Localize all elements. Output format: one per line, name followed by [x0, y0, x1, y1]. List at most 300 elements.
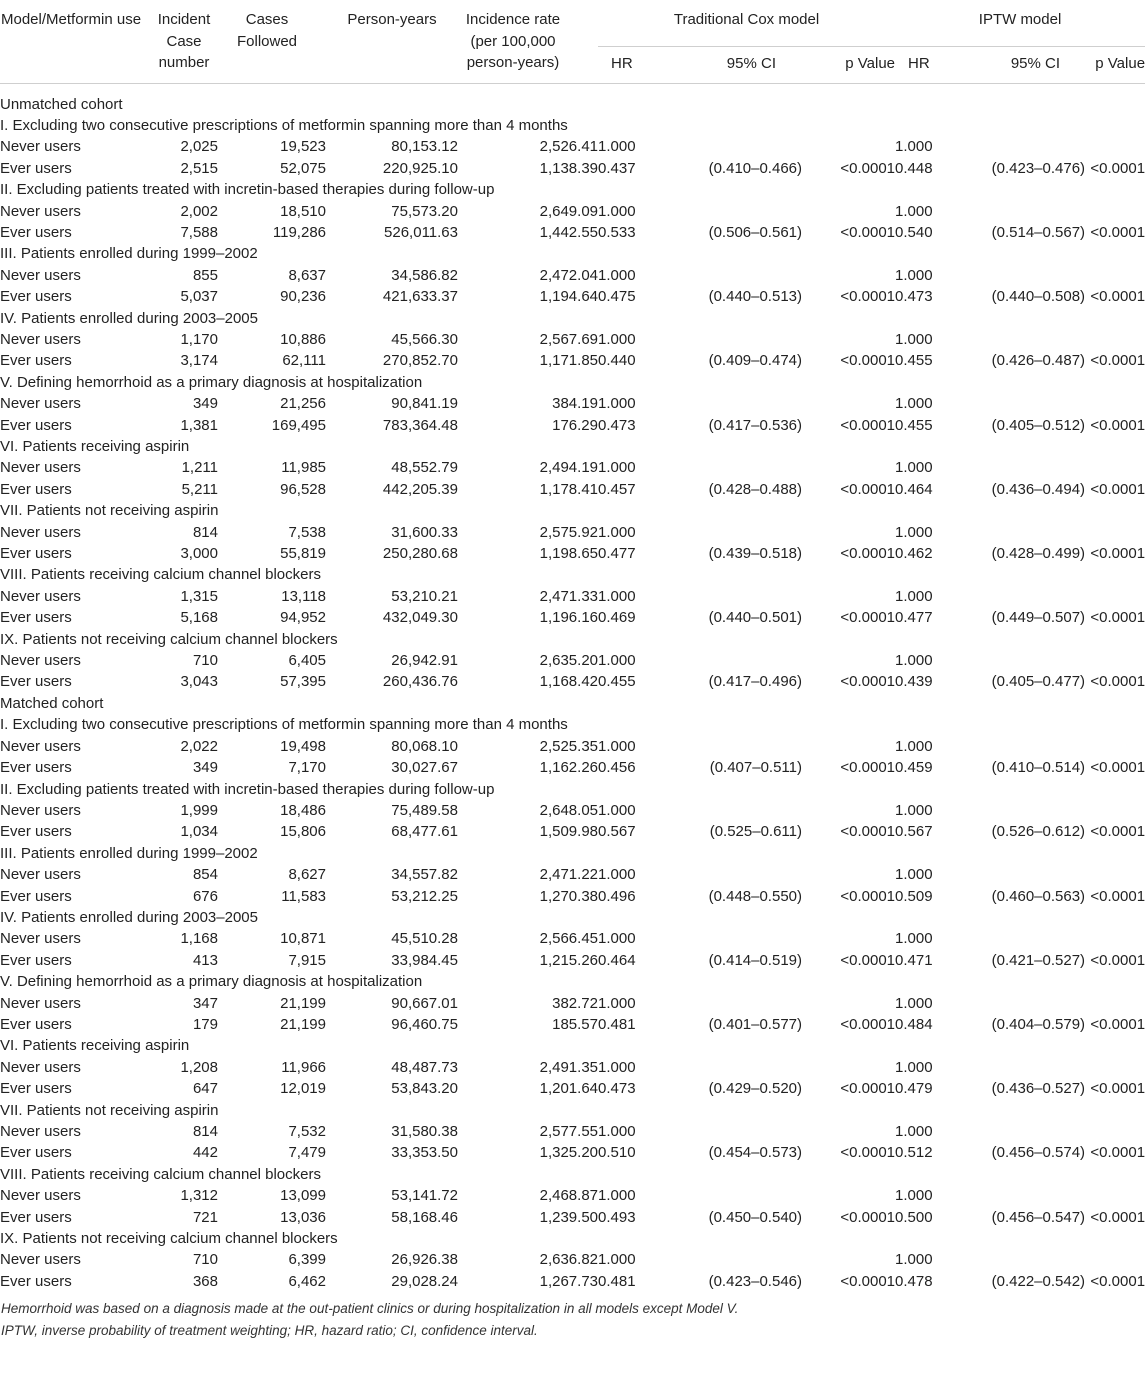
incident-cases: 5,168: [180, 609, 218, 627]
incidence-rate: 2,494.19: [539, 459, 598, 477]
iptw-p-value: <0.0001: [1090, 951, 1145, 969]
incidence-rate: 382.72: [552, 994, 598, 1012]
table-row: [0, 993, 1145, 1014]
section-label: VIII. Patients receiving calcium channel blockers: [0, 566, 321, 584]
person-years: 48,487.73: [391, 1058, 458, 1076]
cases-followed: 21,256: [280, 395, 326, 413]
iptw-ci: (0.405–0.512): [991, 416, 1086, 434]
table-row: [0, 650, 1145, 671]
header-incidence-rate: Incidence rate (per 100,000 person-years): [458, 0, 598, 83]
person-years: 53,141.72: [391, 1187, 458, 1205]
cox-p-value: <0.0001: [840, 223, 896, 241]
iptw-p-value: <0.0001: [1090, 1144, 1145, 1162]
iptw-p-value: <0.0001: [1090, 223, 1145, 241]
row-label: Never users: [0, 801, 81, 819]
iptw-p-value: [1085, 1249, 1145, 1270]
iptw-p-value: [1085, 736, 1145, 757]
section-row: [0, 693, 1145, 714]
cox-ci: [673, 1185, 802, 1206]
cox-p-value: <0.0001: [840, 951, 896, 969]
iptw-ci: (0.514–0.567): [991, 223, 1086, 241]
cox-p-value: [802, 650, 895, 671]
incident-cases: 1,170: [180, 330, 218, 348]
table-row: [0, 800, 1145, 821]
section-label: I. Excluding two consecutive prescriptions of metformin spanning more than 4 months: [0, 716, 568, 734]
iptw-hr: 0.479: [895, 1080, 933, 1098]
iptw-p-value: <0.0001: [1090, 159, 1145, 177]
iptw-hr: 0.471: [895, 951, 933, 969]
section-label: Unmatched cohort: [0, 95, 123, 113]
section-row: [0, 907, 1145, 928]
table-row: [0, 1057, 1145, 1078]
cases-followed: 6,405: [288, 652, 326, 670]
row-label: Never users: [0, 587, 81, 605]
iptw-ci: [957, 522, 1085, 543]
section-label: VII. Patients not receiving aspirin: [0, 502, 219, 520]
cox-p-value: <0.0001: [840, 1272, 896, 1290]
table-row: [0, 222, 1145, 243]
incident-cases: 7,588: [180, 223, 218, 241]
cox-hr: 0.456: [598, 759, 636, 777]
person-years: 526,011.63: [384, 223, 458, 241]
iptw-p-value: <0.0001: [1090, 1272, 1145, 1290]
cox-p-value: <0.0001: [840, 1080, 896, 1098]
incident-cases: 1,034: [180, 823, 218, 841]
table-footnotes: [0, 1292, 1145, 1341]
incidence-rate: 2,575.92: [539, 523, 598, 541]
incidence-rate: 2,491.35: [539, 1058, 598, 1076]
iptw-p-value: <0.0001: [1090, 480, 1145, 498]
section-label: VI. Patients receiving aspirin: [0, 1037, 190, 1055]
cases-followed: 96,528: [280, 480, 326, 498]
row-label: Ever users: [0, 352, 72, 370]
iptw-ci: (0.436–0.494): [991, 480, 1086, 498]
cox-hr: 0.464: [598, 951, 636, 969]
row-label: Never users: [0, 1058, 81, 1076]
section-row: [0, 1035, 1145, 1056]
table-row: [0, 928, 1145, 949]
incident-cases: 647: [192, 1080, 218, 1098]
row-label: Ever users: [0, 288, 72, 306]
cases-followed: 18,510: [280, 202, 326, 220]
incident-cases: 5,037: [180, 288, 218, 306]
table-row: [0, 522, 1145, 543]
cox-p-value: [802, 201, 895, 222]
cox-ci: [673, 586, 802, 607]
iptw-hr: 1.000: [895, 801, 933, 819]
incidence-rate: 2,471.33: [539, 587, 598, 605]
incidence-rate: 1,267.73: [539, 1272, 598, 1290]
cox-p-value: <0.0001: [840, 416, 896, 434]
incident-cases: 1,315: [180, 587, 218, 605]
incidence-rate: 2,468.87: [539, 1187, 598, 1205]
cases-followed: 7,479: [288, 1144, 326, 1162]
incident-cases: 854: [192, 866, 218, 884]
cox-p-value: <0.0001: [840, 1208, 896, 1226]
cases-followed: 13,036: [280, 1208, 326, 1226]
section-label: Matched cohort: [0, 694, 104, 712]
person-years: 80,153.12: [391, 138, 458, 156]
row-label: Never users: [0, 266, 81, 284]
iptw-hr: 1.000: [895, 1123, 933, 1140]
incident-cases: 1,999: [180, 801, 218, 819]
cases-followed: 21,199: [280, 1015, 326, 1033]
person-years: 33,984.45: [391, 951, 458, 969]
table-row: [0, 671, 1145, 692]
cases-followed: 7,915: [288, 951, 326, 969]
cox-hr: 1.000: [598, 138, 636, 156]
section-row: [0, 179, 1145, 200]
incident-cases: 5,211: [181, 480, 218, 498]
cox-hr: 1.000: [598, 459, 636, 477]
iptw-hr: 1.000: [895, 395, 933, 413]
section-row: [0, 436, 1145, 457]
cox-hr: 0.477: [598, 545, 636, 563]
cox-ci: (0.407–0.511): [709, 759, 802, 777]
section-row: [0, 714, 1145, 735]
iptw-p-value: <0.0001: [1090, 887, 1145, 905]
cases-followed: 7,538: [288, 523, 326, 541]
cox-hr: 1.000: [598, 994, 636, 1012]
row-label: Ever users: [0, 159, 72, 177]
section-row: [0, 500, 1145, 521]
incidence-rate: 1,201.64: [539, 1080, 598, 1098]
iptw-p-value: [1085, 1121, 1145, 1142]
table-row: [0, 757, 1145, 778]
incidence-rate: 1,171.85: [539, 352, 598, 370]
row-label: Ever users: [0, 1080, 72, 1098]
iptw-hr: 0.567: [895, 823, 933, 841]
incidence-rate: 2,472.04: [539, 266, 598, 284]
cox-p-value: [802, 1185, 895, 1206]
table-row: [0, 136, 1145, 157]
iptw-ci: (0.426–0.487): [991, 352, 1086, 370]
section-row: [0, 843, 1145, 864]
row-label: Never users: [0, 737, 81, 755]
incidence-rate: 2,648.05: [539, 801, 598, 819]
table-row: [0, 607, 1145, 628]
cox-ci: [673, 1121, 802, 1142]
cases-followed: 119,286: [272, 223, 326, 241]
iptw-ci: [957, 265, 1085, 286]
cases-followed: 62,111: [282, 352, 326, 370]
iptw-hr: 0.464: [895, 480, 933, 498]
cox-hr: 0.481: [598, 1015, 636, 1033]
iptw-p-value: [1085, 201, 1145, 222]
cox-p-value: [802, 993, 895, 1014]
iptw-ci: [957, 800, 1085, 821]
table-row: [0, 265, 1145, 286]
incidence-rate: 2,526.41: [539, 138, 598, 156]
section-label: II. Excluding patients treated with incretin-based therapies during follow-up: [0, 780, 495, 798]
cox-p-value: <0.0001: [840, 609, 896, 627]
incident-cases: 349: [192, 395, 218, 413]
iptw-hr: 1.000: [895, 523, 933, 541]
cox-hr: 1.000: [598, 395, 636, 413]
header-cox-ci: 95% CI: [673, 46, 802, 83]
iptw-ci: (0.404–0.579): [991, 1015, 1086, 1033]
row-label: Never users: [0, 459, 81, 477]
cox-p-value: [802, 393, 895, 414]
cox-ci: (0.440–0.513): [708, 288, 802, 306]
iptw-hr: 1.000: [895, 930, 933, 948]
incidence-rate: 2,525.35: [539, 737, 598, 755]
incidence-rate: 2,577.55: [539, 1123, 598, 1140]
iptw-p-value: [1085, 265, 1145, 286]
iptw-ci: [957, 993, 1085, 1014]
cox-hr: 0.457: [598, 480, 636, 498]
cox-hr: 1.000: [598, 652, 636, 670]
iptw-hr: 0.448: [895, 159, 933, 177]
section-label: III. Patients enrolled during 1999–2002: [0, 245, 258, 263]
row-label: Never users: [0, 330, 81, 348]
iptw-ci: [957, 329, 1085, 350]
table-row: [0, 286, 1145, 307]
cases-followed: 7,170: [288, 759, 326, 777]
row-label: Never users: [0, 652, 81, 670]
cases-followed: 94,952: [280, 609, 326, 627]
iptw-ci: (0.460–0.563): [991, 887, 1086, 905]
incidence-rate: 2,636.82: [539, 1251, 598, 1269]
iptw-p-value: [1085, 393, 1145, 414]
person-years: 90,841.19: [391, 395, 458, 413]
iptw-ci: (0.526–0.612): [991, 823, 1086, 841]
cox-p-value: <0.0001: [840, 480, 896, 498]
person-years: 45,566.30: [391, 330, 458, 348]
table-body: [0, 83, 1145, 1292]
section-row: [0, 308, 1145, 329]
iptw-ci: [957, 864, 1085, 885]
section-row: [0, 779, 1145, 800]
section-row: [0, 1100, 1145, 1121]
cox-ci: [673, 329, 802, 350]
incident-cases: 814: [192, 523, 218, 541]
incident-cases: 710: [192, 1251, 218, 1269]
cox-ci: (0.429–0.520): [708, 1080, 802, 1098]
iptw-p-value: <0.0001: [1090, 673, 1145, 691]
row-label: Never users: [0, 138, 81, 156]
iptw-hr: 1.000: [895, 587, 933, 605]
cox-hr: 1.000: [598, 523, 636, 541]
person-years: 90,667.01: [391, 994, 458, 1012]
cases-followed: 19,523: [280, 138, 326, 156]
row-label: Ever users: [0, 823, 72, 841]
cox-p-value: [802, 800, 895, 821]
cox-ci: [673, 136, 802, 157]
section-label: IX. Patients not receiving calcium channel blockers: [0, 630, 338, 648]
iptw-hr: 0.512: [895, 1144, 933, 1162]
iptw-hr: 0.455: [895, 416, 933, 434]
person-years: 33,353.50: [391, 1144, 458, 1162]
table-row: [0, 201, 1145, 222]
row-label: Never users: [0, 1251, 81, 1269]
iptw-hr: 1.000: [895, 652, 933, 670]
cases-followed: 11,583: [281, 887, 326, 905]
incidence-rate: 1,194.64: [539, 288, 598, 306]
cox-ci: [673, 457, 802, 478]
iptw-p-value: <0.0001: [1090, 1080, 1145, 1098]
person-years: 29,028.24: [391, 1272, 458, 1290]
iptw-ci: (0.428–0.499): [991, 545, 1086, 563]
incidence-rate: 1,239.50: [539, 1208, 598, 1226]
incident-cases: 1,312: [180, 1187, 218, 1205]
incident-cases: 349: [192, 759, 218, 777]
cox-p-value: [802, 928, 895, 949]
iptw-p-value: <0.0001: [1090, 1015, 1145, 1033]
incident-cases: 413: [192, 951, 218, 969]
iptw-p-value: [1085, 928, 1145, 949]
section-row: [0, 115, 1145, 136]
iptw-hr: 1.000: [895, 266, 933, 284]
table-row: [0, 479, 1145, 500]
cox-ci: [673, 736, 802, 757]
section-label: V. Defining hemorrhoid as a primary diagnosis at hospitalization: [0, 373, 423, 391]
person-years: 53,210.21: [391, 587, 458, 605]
person-years: 34,557.82: [391, 866, 458, 884]
iptw-hr: 1.000: [895, 866, 933, 884]
cox-ci: (0.439–0.518): [708, 545, 802, 563]
iptw-hr: 0.478: [895, 1272, 933, 1290]
cox-ci: (0.525–0.611): [709, 823, 802, 841]
iptw-p-value: [1085, 650, 1145, 671]
cox-hr: 0.455: [598, 673, 636, 691]
cox-hr: 1.000: [598, 266, 636, 284]
iptw-ci: (0.421–0.527): [991, 951, 1086, 969]
iptw-p-value: <0.0001: [1090, 823, 1145, 841]
iptw-p-value: <0.0001: [1090, 288, 1145, 306]
person-years: 45,510.28: [391, 930, 458, 948]
cox-hr: 0.469: [598, 609, 636, 627]
section-label: IV. Patients enrolled during 2003–2005: [0, 309, 258, 327]
person-years: 442,205.39: [382, 480, 458, 498]
section-label: I. Excluding two consecutive prescriptions of metformin spanning more than 4 months: [0, 116, 568, 134]
cox-hr: 1.000: [598, 1187, 636, 1205]
section-label: VII. Patients not receiving aspirin: [0, 1101, 219, 1119]
person-years: 270,852.70: [382, 352, 458, 370]
incident-cases: 855: [192, 266, 218, 284]
incident-cases: 3,000: [180, 545, 218, 563]
cox-hr: 0.510: [598, 1144, 636, 1162]
table-row: [0, 1014, 1145, 1035]
table-row: [0, 1207, 1145, 1228]
table-row: [0, 415, 1145, 436]
cases-followed: 6,462: [288, 1272, 326, 1290]
cox-p-value: <0.0001: [840, 545, 896, 563]
cox-p-value: <0.0001: [840, 159, 896, 177]
section-row: [0, 1164, 1145, 1185]
iptw-ci: [957, 201, 1085, 222]
table-row: [0, 457, 1145, 478]
cox-hr: 0.567: [598, 823, 636, 841]
cases-followed: 13,118: [281, 587, 326, 605]
table-row: [0, 1121, 1145, 1142]
section-row: [0, 564, 1145, 585]
iptw-p-value: [1085, 1185, 1145, 1206]
incidence-rate: 1,325.20: [539, 1144, 598, 1162]
cox-ci: (0.428–0.488): [708, 480, 802, 498]
header-iptw-hr: HR: [895, 46, 957, 83]
row-label: Never users: [0, 202, 81, 220]
iptw-hr: 1.000: [895, 202, 933, 220]
table-row: [0, 821, 1145, 842]
row-label: Never users: [0, 930, 81, 948]
section-label: V. Defining hemorrhoid as a primary diagnosis at hospitalization: [0, 973, 423, 991]
person-years: 250,280.68: [382, 545, 458, 563]
incident-cases: 2,022: [180, 737, 218, 755]
row-label: Never users: [0, 1187, 81, 1205]
iptw-hr: 1.000: [895, 1251, 933, 1269]
table-row: [0, 543, 1145, 564]
incident-cases: 814: [192, 1123, 218, 1140]
iptw-p-value: <0.0001: [1090, 1208, 1145, 1226]
incidence-rate: 176.29: [552, 416, 598, 434]
section-label: VI. Patients receiving aspirin: [0, 438, 190, 455]
header-cox-p: p Value: [802, 46, 895, 83]
section-label: IV. Patients enrolled during 2003–2005: [0, 908, 258, 926]
header-incident: Incident Case number: [150, 0, 218, 83]
iptw-ci: (0.422–0.542): [991, 1272, 1086, 1290]
cases-followed: 55,819: [280, 545, 326, 563]
iptw-ci: (0.440–0.508): [991, 288, 1086, 306]
section-label: IX. Patients not receiving calcium channel blockers: [0, 1230, 338, 1248]
iptw-ci: [957, 650, 1085, 671]
cases-followed: 13,099: [280, 1187, 326, 1205]
section-row: [0, 971, 1145, 992]
cox-ci: [673, 928, 802, 949]
cox-p-value: <0.0001: [840, 823, 896, 841]
iptw-p-value: [1085, 1057, 1145, 1078]
cox-ci: [673, 393, 802, 414]
cases-followed: 12,019: [280, 1080, 326, 1098]
iptw-hr: 0.509: [895, 887, 933, 905]
cox-p-value: [802, 136, 895, 157]
incidence-rate: 1,442.55: [539, 223, 598, 241]
cox-hr: 0.473: [598, 1080, 636, 1098]
incidence-rate: 2,471.22: [539, 866, 598, 884]
row-label: Never users: [0, 523, 81, 541]
table-row: [0, 1142, 1145, 1163]
cases-followed: 57,395: [280, 673, 326, 691]
iptw-p-value: [1085, 800, 1145, 821]
incidence-rate: 1,138.39: [539, 159, 598, 177]
row-label: Ever users: [0, 545, 72, 563]
table-row: [0, 1249, 1145, 1270]
cox-ci: (0.417–0.536): [708, 416, 802, 434]
cox-hr: 0.440: [598, 352, 636, 370]
iptw-p-value: [1085, 522, 1145, 543]
cox-hr: 0.481: [598, 1272, 636, 1290]
header-cox-group: Traditional Cox model: [598, 0, 895, 46]
person-years: 34,586.82: [391, 266, 458, 284]
incident-cases: 3,043: [180, 673, 218, 691]
person-years: 260,436.76: [382, 673, 458, 691]
iptw-ci: (0.423–0.476): [991, 159, 1086, 177]
cox-ci: [673, 522, 802, 543]
cox-ci: [673, 864, 802, 885]
person-years: 75,489.58: [391, 801, 458, 819]
cox-p-value: [802, 586, 895, 607]
cox-ci: (0.409–0.474): [708, 352, 802, 370]
person-years: 68,477.61: [391, 823, 458, 841]
iptw-ci: [957, 1121, 1085, 1142]
row-label: Ever users: [0, 416, 72, 434]
cox-ci: (0.448–0.550): [708, 887, 802, 905]
row-label: Ever users: [0, 1015, 72, 1033]
iptw-p-value: <0.0001: [1090, 609, 1145, 627]
header-model: Model/Metformin use: [0, 0, 150, 83]
header-cases: Cases Followed: [218, 0, 326, 83]
cox-hr: 1.000: [598, 737, 636, 755]
